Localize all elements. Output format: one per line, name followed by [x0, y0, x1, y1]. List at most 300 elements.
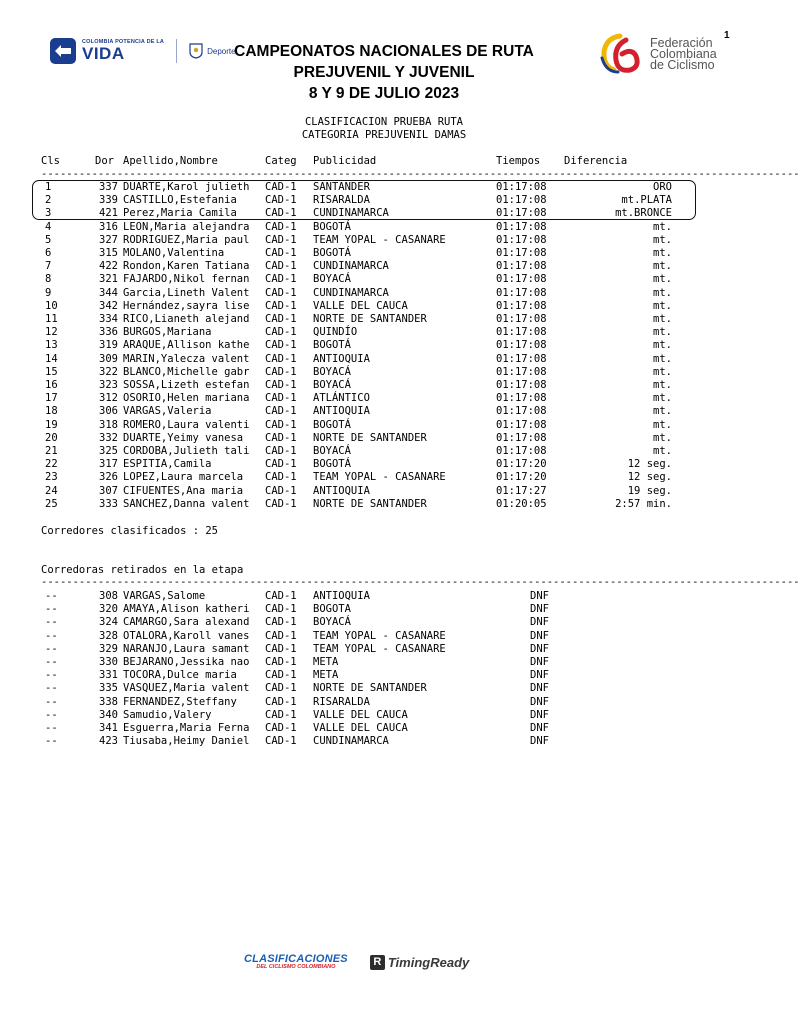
table-row [0, 392, 768, 405]
table-row [0, 669, 768, 682]
pub-cell: NORTE DE SANTANDER [313, 682, 427, 695]
footer-logos [244, 954, 469, 971]
gov-logo-small-text: COLOMBIA POTENCIA DE LA [82, 38, 165, 45]
pub-cell: NORTE DE SANTANDER [313, 497, 427, 510]
pub-cell: BOGOTÁ [313, 339, 351, 352]
cls-cell: 16 [45, 379, 58, 391]
table-row [0, 207, 768, 220]
name-cell: LEON,Maria alejandra [123, 220, 250, 233]
categ-cell: CAD-1 [265, 220, 297, 233]
time-cell: 01:17:08 [496, 431, 547, 444]
name-cell: CORDOBA,Julieth tali [123, 445, 250, 457]
diff-cell: mt. [653, 352, 672, 365]
table-row [0, 287, 768, 300]
pub-cell: BOYACÁ [313, 445, 351, 457]
table-row [0, 366, 768, 379]
time-cell: 01:17:08 [496, 273, 547, 286]
pub-cell: BOYACÁ [313, 616, 351, 629]
dor-cell: 325 [99, 445, 118, 457]
header-name: Apellido,Nombre [123, 155, 218, 167]
status-cell: DNF [530, 656, 549, 668]
cls-cell: 22 [45, 458, 58, 471]
subtitle-line-1: CLASIFICACION PRUEBA RUTA [304, 116, 464, 128]
name-cell: MOLANO,Valentina [123, 247, 225, 259]
cls-cell: 23 [45, 471, 58, 484]
cls-cell: 5 [45, 233, 52, 246]
time-cell: 01:17:08 [496, 405, 547, 418]
status-cell: DNF [530, 735, 549, 748]
pub-cell: SANTANDER [313, 181, 370, 193]
diff-cell: ORO [653, 181, 672, 193]
categ-cell: CAD-1 [265, 273, 297, 286]
table-row [0, 326, 768, 339]
table-row [0, 260, 768, 273]
dor-cell: 309 [99, 352, 118, 365]
retired-title: Corredoras retirados en la etapa [41, 564, 244, 576]
name-cell: VASQUEZ,Maria valent [123, 682, 250, 695]
pub-cell: TEAM YOPAL - CASANARE [313, 471, 446, 484]
cls-cell: -- [45, 735, 58, 748]
table-row [0, 471, 768, 484]
cls-cell: -- [45, 656, 58, 668]
cls-cell: 12 [45, 326, 58, 339]
categ-cell: CAD-1 [265, 392, 297, 405]
pub-cell: ANTIOQUIA [313, 590, 370, 602]
federation-line-3: de Ciclismo [650, 57, 715, 72]
dor-cell: 332 [99, 431, 118, 444]
dor-cell: 316 [99, 220, 118, 233]
name-cell: RICO,Lianeth alejand [123, 313, 250, 325]
gov-logo-big-text: VIDA [82, 44, 125, 64]
pub-cell: ANTIOQUIA [313, 405, 370, 418]
fcc-logo-icon [596, 32, 644, 76]
time-cell: 01:17:08 [496, 379, 547, 391]
cls-cell: 17 [45, 392, 58, 405]
dor-cell: 323 [99, 379, 118, 391]
name-cell: BURGOS,Mariana [123, 326, 212, 339]
cls-cell: -- [45, 603, 58, 616]
title-line-3: 8 Y 9 DE JULIO 2023 [308, 85, 460, 102]
timingready-logo [370, 955, 469, 970]
pub-cell: META [313, 669, 339, 682]
cls-cell: -- [45, 708, 58, 721]
table-row [0, 432, 768, 445]
name-cell: CIFUENTES,Ana maria [123, 484, 244, 497]
dor-cell: 421 [99, 207, 118, 220]
pub-cell: QUINDÍO [313, 326, 358, 339]
categ-cell: CAD-1 [265, 365, 297, 378]
time-cell: 01:17:08 [496, 181, 547, 193]
categ-cell: CAD-1 [265, 339, 297, 352]
dor-cell: 334 [99, 313, 118, 325]
pub-cell: CUNDINAMARCA [313, 286, 389, 299]
time-cell: 01:17:08 [496, 313, 547, 325]
table-row [0, 194, 768, 207]
time-cell: 01:17:20 [496, 458, 547, 471]
categ-cell: CAD-1 [265, 194, 297, 207]
categ-cell: CAD-1 [265, 590, 297, 602]
time-cell: 01:17:08 [496, 392, 547, 405]
pub-cell: BOGOTÁ [313, 220, 351, 233]
pub-cell: META [313, 656, 339, 668]
table-row [0, 273, 768, 286]
header-dor: Dor [95, 155, 114, 167]
name-cell: RODRIGUEZ,Maria paul [123, 233, 250, 246]
federation-line-2: Colombiana [650, 46, 717, 61]
dor-cell: 337 [99, 181, 118, 193]
cls-cell: 3 [45, 207, 52, 220]
categ-cell: CAD-1 [265, 233, 297, 246]
time-cell: 01:17:08 [496, 352, 547, 365]
categ-cell: CAD-1 [265, 603, 297, 616]
diff-cell: mt. [653, 392, 672, 405]
status-cell: DNF [530, 616, 549, 629]
header-categ: Categ [265, 155, 297, 167]
timingready-text: TimingReady [387, 954, 470, 970]
pub-cell: BOYACÁ [313, 379, 351, 391]
name-cell: ROMERO,Laura valenti [123, 418, 250, 431]
time-cell: 01:17:08 [496, 445, 547, 457]
categ-cell: CAD-1 [265, 656, 297, 668]
categ-cell: CAD-1 [265, 708, 297, 721]
categ-cell: CAD-1 [265, 458, 297, 471]
time-cell: 01:17:08 [496, 339, 547, 352]
cls-cell: 19 [45, 418, 58, 431]
categ-cell: CAD-1 [265, 326, 297, 339]
pub-cell: RISARALDA [313, 194, 370, 207]
pub-cell: BOYACÁ [313, 273, 351, 286]
name-cell: ARAQUE,Allison kathe [123, 339, 250, 352]
categ-cell: CAD-1 [265, 299, 297, 312]
pub-cell: RISARALDA [313, 695, 370, 708]
time-cell: 01:17:08 [496, 233, 547, 246]
dor-cell: 322 [99, 365, 118, 378]
status-cell: DNF [530, 708, 549, 721]
pub-cell: BOGOTÁ [313, 247, 351, 259]
status-cell: DNF [530, 682, 549, 695]
dor-cell: 324 [99, 616, 118, 629]
categ-cell: CAD-1 [265, 695, 297, 708]
cls-cell: -- [45, 590, 58, 602]
diff-cell: mt. [653, 299, 672, 312]
diff-cell: mt. [653, 233, 672, 246]
diff-cell: mt. [653, 286, 672, 299]
pub-cell: CUNDINAMARCA [313, 735, 389, 748]
time-cell: 01:17:08 [496, 207, 547, 220]
name-cell: LOPEZ,Laura marcela [123, 471, 244, 484]
pub-cell: ATLÁNTICO [313, 392, 370, 405]
categ-cell: CAD-1 [265, 418, 297, 431]
diff-cell: 19 seg. [627, 484, 672, 497]
name-cell: BEJARANO,Jessika nao [123, 656, 250, 668]
cls-cell: 21 [45, 445, 58, 457]
name-cell: SOSSA,Lizeth estefan [123, 379, 250, 391]
page-number: 1 [724, 30, 730, 41]
deporte-label: Deporte [207, 46, 236, 56]
dor-cell: 308 [99, 590, 118, 602]
diff-cell: mt. [653, 431, 672, 444]
name-cell: Hernández,sayra lise [123, 299, 250, 312]
dor-cell: 329 [99, 642, 118, 655]
cls-cell: 14 [45, 352, 58, 365]
name-cell: SANCHEZ,Danna valent [123, 497, 250, 510]
header-cls: Cls [41, 155, 60, 167]
table-row [0, 339, 768, 352]
table-row [0, 419, 768, 432]
dor-cell: 342 [99, 299, 118, 312]
time-cell: 01:17:08 [496, 220, 547, 233]
cls-cell: -- [45, 722, 58, 734]
time-cell: 01:20:05 [496, 497, 547, 510]
categ-cell: CAD-1 [265, 352, 297, 365]
federation-logo [596, 32, 717, 76]
table-row [0, 709, 768, 722]
time-cell: 01:17:27 [496, 484, 547, 497]
diff-cell: mt. [653, 339, 672, 352]
subtitle [0, 116, 768, 142]
time-cell: 01:17:08 [496, 194, 547, 207]
pub-cell: NORTE DE SANTANDER [313, 313, 427, 325]
pub-cell: TEAM YOPAL - CASANARE [313, 233, 446, 246]
categ-cell: CAD-1 [265, 313, 297, 325]
status-cell: DNF [530, 590, 549, 602]
cls-cell: -- [45, 669, 58, 682]
cls-cell: 2 [45, 194, 52, 207]
name-cell: DUARTE,Yeimy vanesa [123, 431, 244, 444]
cls-cell: -- [45, 682, 58, 695]
dor-cell: 335 [99, 682, 118, 695]
time-cell: 01:17:08 [496, 326, 547, 339]
categ-cell: CAD-1 [265, 735, 297, 748]
cls-cell: 1 [45, 181, 52, 193]
cls-cell: 10 [45, 299, 58, 312]
categ-cell: CAD-1 [265, 722, 297, 734]
dor-cell: 423 [99, 735, 118, 748]
federation-line-1: Federación [650, 35, 713, 50]
name-cell: NARANJO,Laura samant [123, 642, 250, 655]
status-cell: DNF [530, 603, 549, 616]
categ-cell: CAD-1 [265, 642, 297, 655]
table-row [0, 313, 768, 326]
name-cell: OSORIO,Helen mariana [123, 392, 250, 405]
retired-divider: ------------------------------------------------------------------------------------------------------------------------ [41, 576, 800, 588]
categ-cell: CAD-1 [265, 484, 297, 497]
table-row [0, 458, 768, 471]
name-cell: Esguerra,Maria Ferna [123, 722, 250, 734]
diff-cell: mt. [653, 379, 672, 391]
name-cell: CAMARGO,Sara alexand [123, 616, 250, 629]
diff-cell: mt.PLATA [621, 194, 672, 207]
cls-cell: -- [45, 629, 58, 642]
name-cell: Samudio,Valery [123, 708, 212, 721]
name-cell: Tiusaba,Heimy Daniel [123, 735, 250, 748]
name-cell: Rondon,Karen Tatiana [123, 260, 250, 273]
name-cell: TOCORA,Dulce maria [123, 669, 237, 682]
dor-cell: 327 [99, 233, 118, 246]
name-cell: VARGAS,Salome [123, 590, 206, 602]
status-cell: DNF [530, 669, 549, 682]
time-cell: 01:17:08 [496, 286, 547, 299]
dor-cell: 344 [99, 286, 118, 299]
dor-cell: 326 [99, 471, 118, 484]
header-divider: ------------------------------------------------------------------------------------------------------------------------ [41, 168, 800, 180]
name-cell: ESPITIA,Camila [123, 458, 212, 471]
pub-cell: BOGOTÁ [313, 418, 351, 431]
table-row [0, 300, 768, 313]
dor-cell: 339 [99, 194, 118, 207]
table-row [0, 498, 768, 511]
pub-cell: BOYACÁ [313, 365, 351, 378]
categ-cell: CAD-1 [265, 260, 297, 273]
pub-cell: CUNDINAMARCA [313, 260, 389, 273]
diff-cell: mt. [653, 445, 672, 457]
dor-cell: 341 [99, 722, 118, 734]
clasificaciones-logo [244, 954, 348, 971]
table-row [0, 735, 768, 748]
pub-cell: VALLE DEL CAUCA [313, 299, 408, 312]
table-row [0, 247, 768, 260]
classified-total: Corredores clasificados : 25 [41, 525, 219, 537]
categ-cell: CAD-1 [265, 247, 297, 259]
cls-cell: 9 [45, 286, 52, 299]
time-cell: 01:17:08 [496, 299, 547, 312]
title-line-2: PREJUVENIL Y JUVENIL [293, 64, 475, 81]
dor-cell: 333 [99, 497, 118, 510]
categ-cell: CAD-1 [265, 431, 297, 444]
cls-cell: 25 [45, 497, 58, 510]
categ-cell: CAD-1 [265, 207, 297, 220]
pub-cell: BOGOTA [313, 603, 351, 616]
cls-cell: 7 [45, 260, 52, 273]
pub-cell: VALLE DEL CAUCA [313, 708, 408, 721]
cls-cell: -- [45, 642, 58, 655]
dor-cell: 321 [99, 273, 118, 286]
pub-cell: TEAM YOPAL - CASANARE [313, 642, 446, 655]
dor-cell: 319 [99, 339, 118, 352]
categ-cell: CAD-1 [265, 379, 297, 391]
header-diff: Diferencia [564, 155, 628, 167]
table-row [0, 485, 768, 498]
dor-cell: 336 [99, 326, 118, 339]
cls-cell: 6 [45, 247, 52, 259]
categ-cell: CAD-1 [265, 629, 297, 642]
categ-cell: CAD-1 [265, 445, 297, 457]
status-cell: DNF [530, 629, 549, 642]
table-row [0, 379, 768, 392]
table-row [0, 353, 768, 366]
pub-cell: ANTIOQUIA [313, 352, 370, 365]
dor-cell: 338 [99, 695, 118, 708]
dor-cell: 328 [99, 629, 118, 642]
dor-cell: 307 [99, 484, 118, 497]
name-cell: BLANCO,Michelle gabr [123, 365, 250, 378]
clasificaciones-title: CLASIFICACIONES [244, 953, 348, 965]
name-cell: OTALORA,Karoll vanes [123, 629, 250, 642]
cls-cell: 20 [45, 431, 58, 444]
time-cell: 01:17:08 [496, 418, 547, 431]
diff-cell: mt.BRONCE [615, 207, 672, 220]
cls-cell: 4 [45, 220, 52, 233]
diff-cell: mt. [653, 365, 672, 378]
diff-cell: mt. [653, 273, 672, 286]
pub-cell: NORTE DE SANTANDER [313, 431, 427, 444]
categ-cell: CAD-1 [265, 682, 297, 695]
subtitle-line-2: CATEGORIA PREJUVENIL DAMAS [301, 129, 467, 141]
cls-cell: -- [45, 616, 58, 629]
cls-cell: -- [45, 695, 58, 708]
dor-cell: 340 [99, 708, 118, 721]
name-cell: Garcia,Lineth Valent [123, 286, 250, 299]
time-cell: 01:17:08 [496, 365, 547, 378]
table-row [0, 643, 768, 656]
dor-cell: 331 [99, 669, 118, 682]
header-time: Tiempos [496, 155, 541, 167]
time-cell: 01:17:08 [496, 247, 547, 259]
diff-cell: mt. [653, 220, 672, 233]
categ-cell: CAD-1 [265, 616, 297, 629]
diff-cell: 12 seg. [627, 458, 672, 471]
cls-cell: 11 [45, 313, 58, 325]
table-row [0, 590, 768, 603]
diff-cell: mt. [653, 260, 672, 273]
name-cell: DUARTE,Karol julieth [123, 181, 250, 193]
cls-cell: 8 [45, 273, 52, 286]
diff-cell: mt. [653, 326, 672, 339]
name-cell: AMAYA,Alison katheri [123, 603, 250, 616]
pub-cell: CUNDINAMARCA [313, 207, 389, 220]
dor-cell: 312 [99, 392, 118, 405]
table-row [0, 445, 768, 458]
time-cell: 01:17:20 [496, 471, 547, 484]
pub-cell: ANTIOQUIA [313, 484, 370, 497]
dor-cell: 318 [99, 418, 118, 431]
time-cell: 01:17:08 [496, 260, 547, 273]
dor-cell: 317 [99, 458, 118, 471]
categ-cell: CAD-1 [265, 471, 297, 484]
diff-cell: mt. [653, 247, 672, 259]
dor-cell: 330 [99, 656, 118, 668]
table-row [0, 181, 768, 194]
name-cell: MARIN,Yalecza valent [123, 352, 250, 365]
dor-cell: 315 [99, 247, 118, 259]
table-row [0, 722, 768, 735]
categ-cell: CAD-1 [265, 497, 297, 510]
name-cell: VARGAS,Valeria [123, 405, 212, 418]
pub-cell: TEAM YOPAL - CASANARE [313, 629, 446, 642]
status-cell: DNF [530, 642, 549, 655]
name-cell: CASTILLO,Estefania [123, 194, 237, 207]
diff-cell: 12 seg. [627, 471, 672, 484]
pub-cell: BOGOTÁ [313, 458, 351, 471]
status-cell: DNF [530, 722, 549, 734]
pub-cell: VALLE DEL CAUCA [313, 722, 408, 734]
cls-cell: 15 [45, 365, 58, 378]
table-row [0, 234, 768, 247]
cls-cell: 13 [45, 339, 58, 352]
diff-cell: 2:57 min. [615, 497, 672, 510]
name-cell: Perez,Maria Camila [123, 207, 237, 220]
table-row [0, 603, 768, 616]
table-row [0, 630, 768, 643]
diff-cell: mt. [653, 405, 672, 418]
table-row [0, 221, 768, 234]
dor-cell: 422 [99, 260, 118, 273]
table-row [0, 616, 768, 629]
name-cell: FERNANDEZ,Steffany [123, 695, 237, 708]
table-row [0, 656, 768, 669]
title-line-1: CAMPEONATOS NACIONALES DE RUTA [234, 43, 534, 60]
categ-cell: CAD-1 [265, 669, 297, 682]
